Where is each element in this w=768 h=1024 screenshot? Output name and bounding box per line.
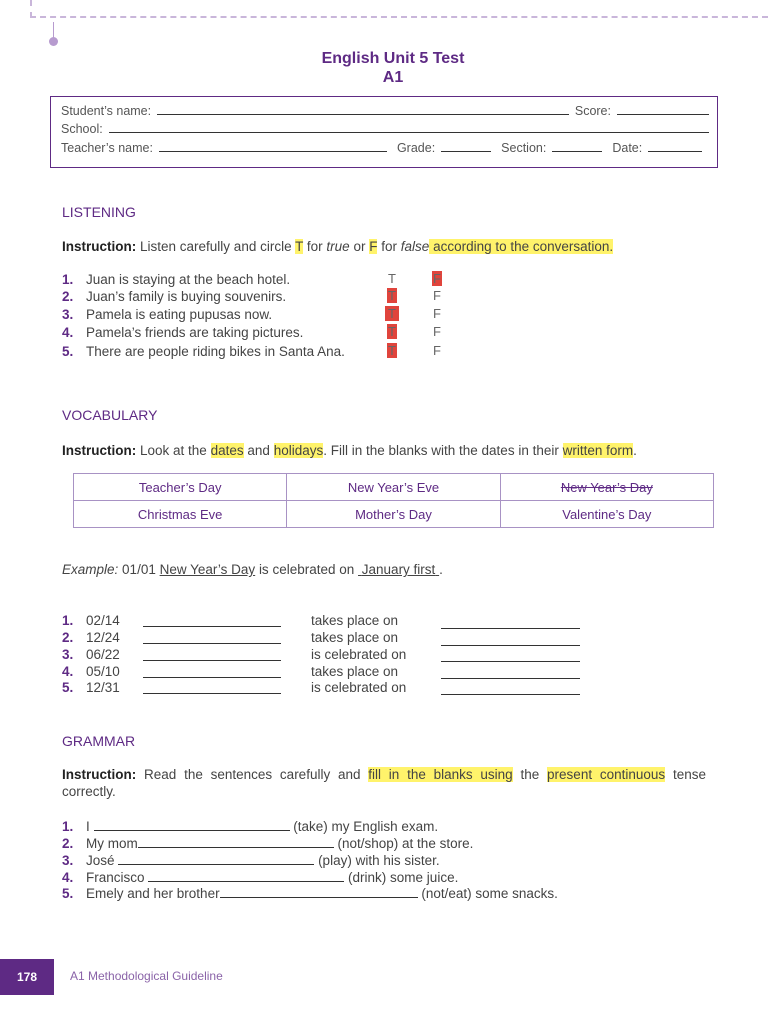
school-label: School: — [61, 122, 103, 136]
written-date-blank[interactable] — [441, 633, 580, 646]
false-option[interactable]: F — [433, 306, 441, 321]
school-row — [61, 118, 709, 136]
grade-field[interactable] — [441, 151, 491, 152]
verb-phrase: takes place on — [311, 613, 399, 628]
verb-blank[interactable] — [118, 852, 314, 865]
table-row — [74, 501, 714, 528]
section-field[interactable] — [552, 151, 602, 152]
listening-instruction: Instruction: Listen carefully and circle T for true or F for false according to the conversation. — [62, 239, 614, 254]
list-item: 3. 06/22 — [62, 647, 120, 662]
list-item: 2. 12/24 — [62, 630, 120, 645]
table-cell: Mother’s Day — [287, 501, 500, 528]
date-field[interactable] — [648, 151, 702, 152]
vocabulary-example: Example: 01/01 New Year’s Day is celebrated on January first . — [62, 562, 443, 577]
instruction-label: Instruction: — [62, 443, 137, 458]
vocabulary-instruction: Instruction: Look at the dates and holidays. Fill in the blanks with the dates in their written form. — [62, 443, 637, 458]
verb-blank[interactable] — [220, 885, 418, 898]
decor-dot — [49, 37, 58, 46]
list-item: 1. I (take) my English exam. — [62, 819, 439, 834]
student-row — [61, 100, 709, 118]
student-info-box — [50, 96, 718, 168]
student-name-label: Student’s name: — [61, 104, 152, 118]
verb-phrase: takes place on — [311, 664, 399, 679]
list-item: 1. Juan is staying at the beach hotel. — [62, 272, 291, 287]
teacher-name-field[interactable] — [159, 151, 387, 152]
false-option[interactable]: F — [433, 324, 441, 339]
holiday-blank[interactable] — [143, 665, 281, 678]
table-row — [74, 474, 714, 501]
decor-dash-top — [30, 16, 768, 18]
holidays-table — [73, 473, 714, 528]
teacher-row — [61, 137, 709, 155]
false-option-circled[interactable]: F — [433, 271, 441, 286]
teacher-name-label: Teacher’s name: — [61, 141, 153, 155]
table-cell: New Year’s Eve — [287, 474, 500, 501]
written-date-blank[interactable] — [441, 666, 580, 679]
page-number: 178 — [0, 959, 54, 995]
written-date-blank[interactable] — [441, 649, 580, 662]
false-option[interactable]: F — [433, 343, 441, 358]
verb-phrase: takes place on — [311, 630, 399, 645]
table-cell: Christmas Eve — [74, 501, 287, 528]
list-item: 2. Juan’s family is buying souvenirs. — [62, 289, 287, 304]
list-item: 4. 05/10 — [62, 664, 120, 679]
score-label: Score: — [574, 104, 611, 118]
list-item: 1. 02/14 — [62, 613, 120, 628]
score-field[interactable] — [617, 114, 709, 115]
list-item: 2. My mom (not/shop) at the store. — [62, 836, 474, 851]
list-item: 5. There are people riding bikes in Santa Ana. — [62, 344, 345, 359]
verb-phrase: is celebrated on — [311, 647, 407, 662]
table-cell: Valentine’s Day — [500, 501, 713, 528]
verb-phrase: is celebrated on — [311, 680, 407, 695]
grammar-heading: GRAMMAR — [62, 733, 136, 749]
true-option[interactable]: T — [388, 271, 396, 286]
verb-blank[interactable] — [94, 818, 290, 831]
page-subtitle: A1 — [382, 69, 404, 86]
date-label: Date: — [612, 141, 643, 155]
list-item: 3. José (play) with his sister. — [62, 853, 440, 868]
instruction-label: Instruction: — [62, 767, 137, 782]
list-item: 5. Emely and her brother (not/eat) some snacks. — [62, 886, 558, 901]
verb-blank[interactable] — [138, 835, 334, 848]
written-date-blank[interactable] — [441, 682, 580, 695]
grammar-instruction: Instruction: Read the sentences carefully and fill in the blanks using the present continuous tense correctly. — [62, 767, 706, 799]
page-title: English Unit 5 Test — [321, 50, 465, 67]
false-option[interactable]: F — [433, 288, 441, 303]
instruction-label: Instruction: — [62, 239, 137, 254]
verb-blank[interactable] — [148, 869, 344, 882]
true-option-circled[interactable]: T — [388, 324, 396, 339]
list-item: 4. Francisco (drink) some juice. — [62, 870, 459, 885]
true-option-circled[interactable]: T — [388, 343, 396, 358]
student-name-field[interactable] — [157, 114, 569, 115]
table-cell-crossed: New Year’s Day — [500, 474, 713, 501]
school-field[interactable] — [109, 132, 709, 133]
true-option-circled[interactable]: T — [388, 288, 396, 303]
holiday-blank[interactable] — [143, 631, 281, 644]
list-item: 4. Pamela’s friends are taking pictures. — [62, 325, 304, 340]
decor-dot-line — [53, 22, 54, 38]
grade-label: Grade: — [396, 141, 436, 155]
true-option-circled[interactable]: T — [385, 306, 399, 321]
holiday-blank[interactable] — [143, 648, 281, 661]
list-item: 3. Pamela is eating pupusas now. — [62, 307, 273, 322]
table-cell: Teacher’s Day — [74, 474, 287, 501]
holiday-blank[interactable] — [143, 614, 281, 627]
vocabulary-heading: VOCABULARY — [62, 407, 158, 423]
section-label: Section: — [501, 141, 547, 155]
listening-heading: LISTENING — [62, 204, 136, 220]
list-item: 5. 12/31 — [62, 680, 120, 695]
footer-title: A1 Methodological Guideline — [70, 969, 223, 983]
written-date-blank[interactable] — [441, 616, 580, 629]
holiday-blank[interactable] — [143, 681, 281, 694]
